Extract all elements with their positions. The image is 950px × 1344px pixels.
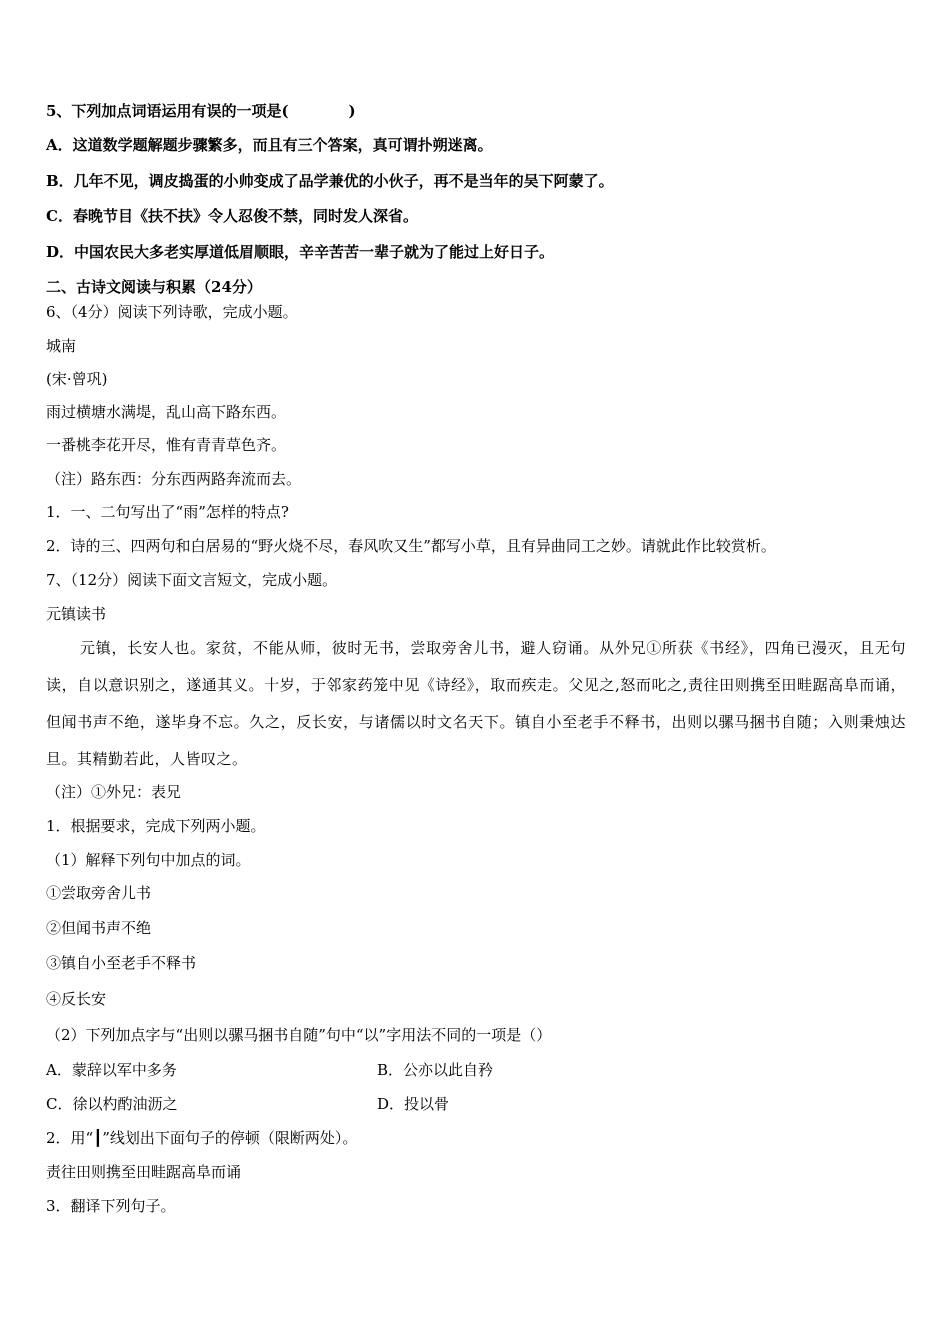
q5-option-a: A．这道数学题解题步骤繁多，而且有三个答案，真可谓扑朔迷离。: [46, 136, 493, 154]
poem-note: （注）路东西：分东西两路奔流而去。: [46, 470, 302, 488]
section2-title: 二、古诗文阅读与积累（24分）: [46, 278, 262, 296]
poem-line-2: 一番桃李花开尽，惟有青青草色齐。: [46, 436, 287, 454]
q5-option-c: C．春晚节目《扶不扶》令人忍俊不禁，同时发人深省。: [46, 207, 418, 225]
q6-stem: 6、（4分）阅读下列诗歌，完成小题。: [46, 303, 298, 321]
word-item-2: ②但闻书声不绝: [46, 919, 152, 937]
q6-question-1: 1．一、二句写出了“雨”怎样的特点?: [46, 503, 289, 521]
q7-question-1-1: （1）解释下列句中加点的词。: [46, 851, 251, 869]
word-item-3: ③镇自小至老手不释书: [46, 954, 197, 972]
passage-title: 元镇读书: [46, 605, 107, 623]
q7-question-1: 1．根据要求，完成下列两小题。: [46, 817, 266, 835]
q7-question-2-sentence: 责往田则携至田畦踞高阜而诵: [46, 1163, 242, 1181]
q6-question-2: 2．诗的三、四两句和白居易的“野火烧不尽，春风吹又生”都写小草，且有异曲同工之妙。请就此作比较赏析。: [46, 537, 776, 555]
passage-text: 元镇，长安人也。家贫，不能从师，彼时无书，尝取旁舍儿书，避人窃诵。从外兄①所获《书经》，四角已漫灭，且无句读，自以意识别之，遂通其义。十岁，于邻家药笼中见《诗经》，取而疾走。父见之,怒而叱之,责往田则携至田畦踞高阜而诵，但闻书声不绝，遂毕身不忘。久之，反长安，与诸儒以时文名天下。镇自小至老手不释书，出则以骡马捆书自随；入则秉烛达旦。其精勤若此，人皆叹之。: [46, 639, 906, 768]
choice-b: B．公亦以此自矜: [377, 1061, 494, 1079]
word-item-4: ④反长安: [46, 990, 107, 1008]
q7-question-2: 2．用“┃”线划出下面句子的停顿（限断两处）。: [46, 1129, 358, 1147]
choice-a: A．蒙辞以军中多务: [46, 1061, 177, 1079]
q5-stem: 5、下列加点词语运用有误的一项是( ): [46, 102, 356, 120]
poem-title: 城南: [46, 337, 77, 355]
choice-c: C．徐以杓酌油沥之: [46, 1095, 178, 1113]
poem-line-1: 雨过横塘水满堤，乱山高下路东西。: [46, 403, 287, 421]
q5-option-d: D．中国农民大多老实厚道低眉顺眼，辛辛苦苦一辈子就为了能过上好日子。: [46, 243, 555, 261]
q7-question-3: 3．翻译下列句子。: [46, 1197, 176, 1215]
q7-question-1-2: （2）下列加点字与“出则以骡马捆书自随”句中“以”字用法不同的一项是（）: [46, 1026, 552, 1044]
q5-option-b: B．几年不见，调皮捣蛋的小帅变成了品学兼优的小伙子，再不是当年的吴下阿蒙了。: [46, 172, 614, 190]
poem-author: (宋·曾巩): [46, 370, 108, 388]
choice-d: D．投以骨: [377, 1095, 450, 1113]
passage-note: （注）①外兄：表兄: [46, 783, 182, 801]
passage-body: [46, 630, 906, 778]
word-item-1: ①尝取旁舍儿书: [46, 884, 152, 902]
q7-stem: 7、（12分）阅读下面文言短文，完成小题。: [46, 571, 338, 589]
